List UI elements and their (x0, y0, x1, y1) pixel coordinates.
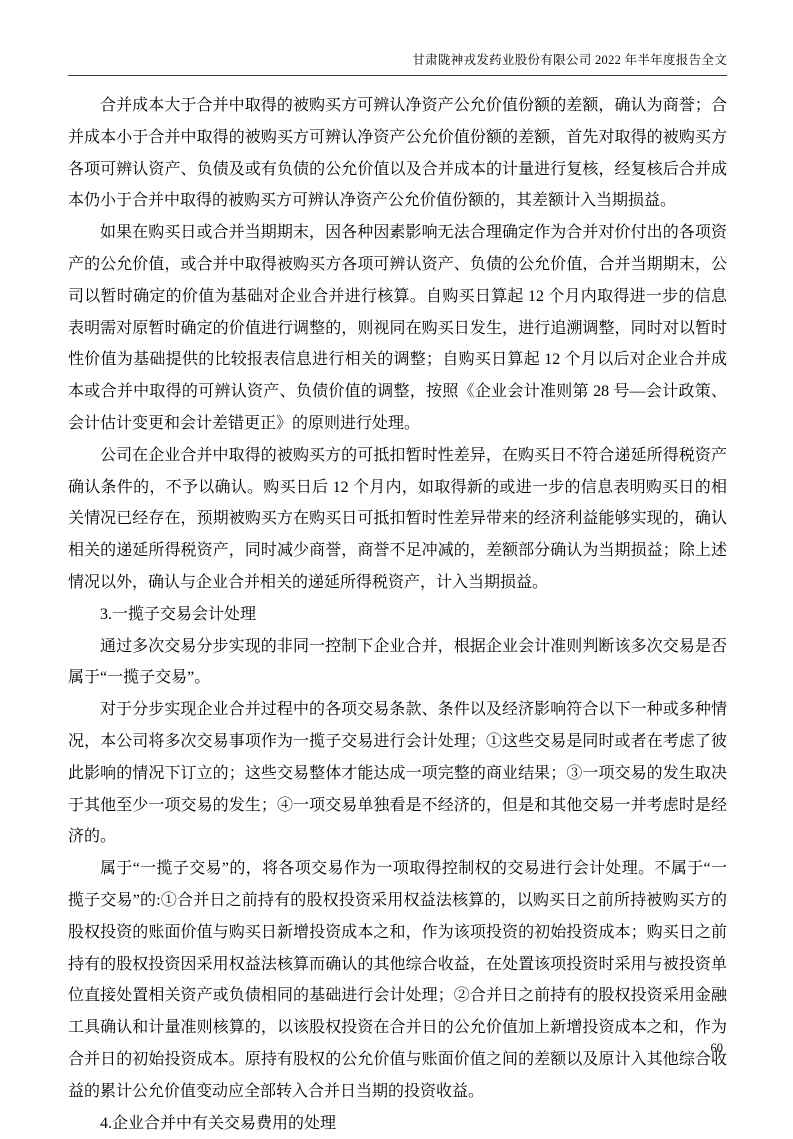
page-number: 60 (711, 1041, 724, 1056)
paragraph-basket-transaction-conditions: 对于分步实现企业合并过程中的各项交易条款、条件以及经济影响符合以下一种或多种情况，本公司将多次交易事项作为一揽子交易进行会计处理；①这些交易是同时或者在考虑了彼此影响的情况下订立的；这些交易整体才能达成一项完整的商业结果；③一项交易的发生取决于其他至少一项交易的发生；④一项交易单独看是不经济的，但是和其他交易一并考虑时是经济的。 (68, 694, 727, 853)
paragraph-step-acquisition-judgement: 通过多次交易分步实现的非同一控制下企业合并，根据企业会计准则判断该多次交易是否属于“一揽子交易”。 (68, 631, 727, 695)
paragraph-deferred-tax-assets: 公司在企业合并中取得的被购买方的可抵扣暂时性差异，在购买日不符合递延所得税资产确认条件的，不予以确认。购买日后 12 个月内，如取得新的或进一步的信息表明购买日的相关情况已经存在，预期被购买方在购买日可抵扣暂时性差异带来的经济利益能够实现的，确认相关的递延所得税资产，同时减少商誉，商誉不足冲减的，差额部分确认为当期损益；除上述情况以外，确认与企业合并相关的递延所得税资产，计入当期损益。 (68, 440, 727, 599)
page-header (68, 52, 727, 75)
page-header-title: 甘肃陇神戎发药业股份有限公司 2022 年半年度报告全文 (412, 53, 727, 67)
paragraph-merger-cost-goodwill: 合并成本大于合并中取得的被购买方可辨认净资产公允价值份额的差额，确认为商誉；合并成本小于合并中取得的被购买方可辨认净资产公允价值份额的差额，首先对取得的被购买方各项可辨认资产、负债及或有负债的公允价值以及合并成本的计量进行复核，经复核后合并成本仍小于合并中取得的被购买方可辨认净资产公允价值份额的，其差额计入当期损益。 (68, 90, 727, 217)
document-body (68, 90, 727, 1139)
paragraph-basket-transaction-accounting: 属于“一揽子交易”的，将各项交易作为一项取得控制权的交易进行会计处理。不属于“一揽子交易”的:①合并日之前持有的股权投资采用权益法核算的，以购买日之前所持被购买方的股权投资的账面价值与购买日新增投资成本之和，作为该项投资的初始投资成本；购买日之前持有的股权投资因采用权益法核算而确认的其他综合收益，在处置该项投资时采用与被投资单位直接处置相关资产或负债相同的基础进行会计处理；②合并日之前持有的股权投资采用金融工具确认和计量准则核算的，以该股权投资在合并日的公允价值加上新增投资成本之和，作为合并日的初始投资成本。原持有股权的公允价值与账面价值之间的差额以及原计入其他综合收益的累计公允价值变动应全部转入合并日当期的投资收益。 (68, 853, 727, 1107)
header-divider (68, 75, 727, 76)
paragraph-provisional-value-adjustment: 如果在购买日或合并当期期末，因各种因素影响无法合理确定作为合并对价付出的各项资产的公允价值，或合并中取得被购买方各项可辨认资产、负债的公允价值，合并当期期末，公司以暂时确定的价值为基础对企业合并进行核算。自购买日算起 12 个月内取得进一步的信息表明需对原暂时确定的价值进行调整的，则视同在购买日发生，进行追溯调整，同时对以暂时性价值为基础提供的比较报表信息进行相关的调整；自购买日算起 12 个月以后对企业合并成本或合并中取得的可辨认资产、负债价值的调整，按照《企业会计准则第 28 号—会计政策、会计估计变更和会计差错更正》的原则进行处理。 (68, 217, 727, 440)
section-heading-transaction-fees: 4.企业合并中有关交易费用的处理 (68, 1108, 727, 1139)
section-heading-basket-transaction: 3.一揽子交易会计处理 (68, 599, 727, 631)
